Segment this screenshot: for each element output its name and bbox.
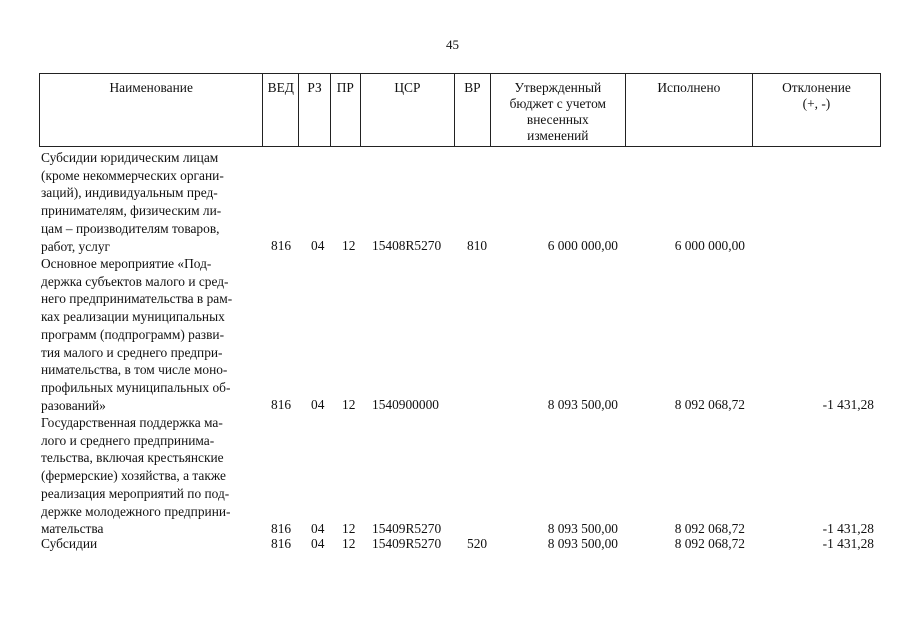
cell-rz: 04 bbox=[311, 521, 325, 537]
cell-executed: 8 092 068,72 bbox=[674, 536, 745, 552]
table-row bbox=[0, 414, 905, 538]
cell-deviation: -1 431,28 bbox=[822, 397, 874, 413]
cell-deviation: -1 431,28 bbox=[822, 521, 874, 537]
header-vr: ВР bbox=[454, 74, 490, 146]
row-name: Субсидии bbox=[41, 536, 98, 551]
header-deviation: Отклонение (+, -) bbox=[752, 74, 880, 146]
cell-vr: 810 bbox=[467, 238, 488, 254]
cell-rz: 04 bbox=[311, 238, 325, 254]
header-executed: Исполнено bbox=[625, 74, 752, 146]
header-pr: ПР bbox=[330, 74, 360, 146]
cell-budget: 8 093 500,00 bbox=[547, 397, 618, 413]
cell-ved: 816 bbox=[271, 238, 292, 254]
cell-csr: 15408R5270 bbox=[372, 238, 442, 254]
header-csr: ЦСР bbox=[360, 74, 454, 146]
cell-budget: 6 000 000,00 bbox=[547, 238, 618, 254]
table-row bbox=[0, 149, 905, 255]
page-number: 45 bbox=[446, 37, 459, 52]
cell-budget: 8 093 500,00 bbox=[547, 536, 618, 552]
cell-ved: 816 bbox=[271, 397, 292, 413]
cell-ved: 816 bbox=[271, 521, 292, 537]
header-budget: Утвержденный бюджет с учетом внесенных изменений bbox=[490, 74, 625, 146]
row-name: Государственная поддержка ма- лого и среднего предпринима- тельства, включая крестьянские (фермерские) хозяйства, а также реализация мероприятий по под- держке молодежного предприни- мательства bbox=[41, 415, 231, 537]
cell-pr: 12 bbox=[342, 536, 356, 552]
header-rz: РЗ bbox=[298, 74, 330, 146]
cell-executed: 8 092 068,72 bbox=[674, 521, 745, 537]
row-name: Субсидии юридическим лицам (кроме некоммерческих органи- заций), индивидуальным пред- принимателям, физическим ли- цам – производителям товаров, работ, услуг bbox=[41, 150, 224, 254]
cell-csr: 1540900000 bbox=[372, 397, 439, 413]
cell-rz: 04 bbox=[311, 397, 325, 413]
cell-executed: 8 092 068,72 bbox=[674, 397, 745, 413]
header-ved: ВЕД bbox=[262, 74, 298, 146]
header-name: Наименование bbox=[109, 80, 193, 95]
cell-ved: 816 bbox=[271, 536, 292, 552]
cell-budget: 8 093 500,00 bbox=[547, 521, 618, 537]
cell-vr: 520 bbox=[467, 536, 488, 552]
cell-csr: 15409R5270 bbox=[372, 536, 442, 552]
table-row bbox=[0, 535, 905, 553]
cell-csr: 15409R5270 bbox=[372, 521, 442, 537]
cell-deviation: -1 431,28 bbox=[822, 536, 874, 552]
cell-pr: 12 bbox=[342, 238, 356, 254]
cell-pr: 12 bbox=[342, 397, 356, 413]
cell-executed: 6 000 000,00 bbox=[674, 238, 745, 254]
row-name: Основное мероприятие «Под- держка субъектов малого и сред- него предпринимательства в рам- ках реализации муниципальных программ (подпрограмм) разви- тия малого и среднего предпри- нимательства, в том числе моно- профильных муниципальных об- разований» bbox=[41, 256, 233, 413]
table-header bbox=[39, 73, 881, 147]
cell-rz: 04 bbox=[311, 536, 325, 552]
table-row bbox=[0, 255, 905, 414]
cell-pr: 12 bbox=[342, 521, 356, 537]
